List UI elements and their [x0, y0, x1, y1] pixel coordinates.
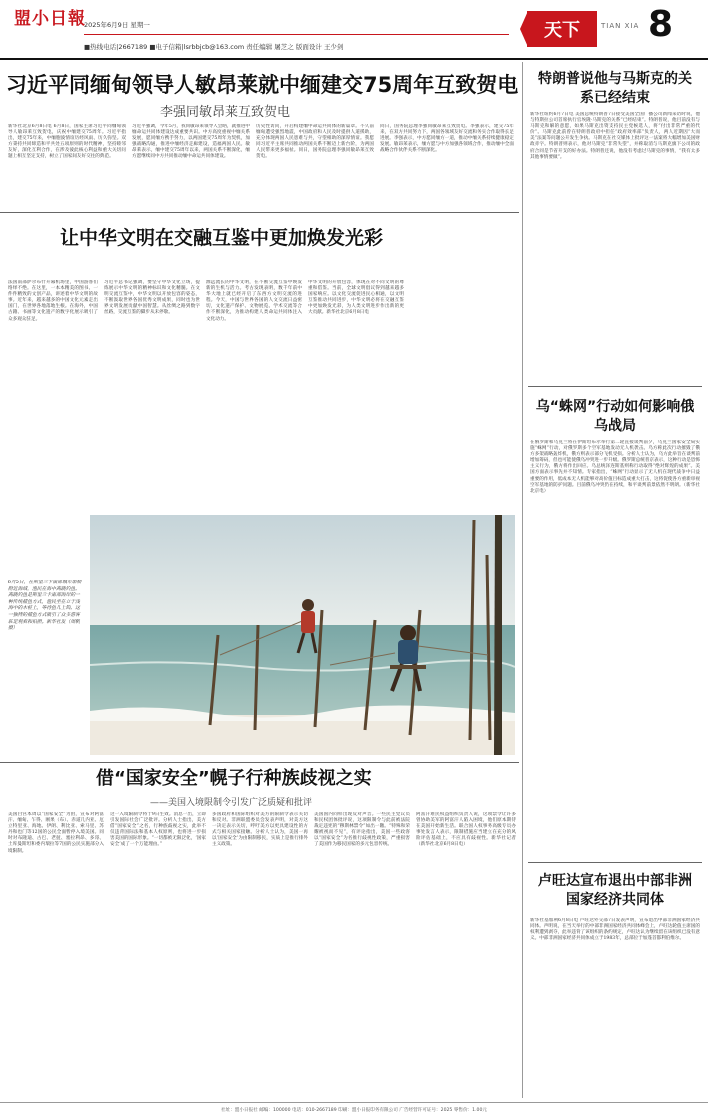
- rwanda-headline: 卢旺达宣布退出中部非洲国家经济共同体: [538, 873, 692, 908]
- section-pinyin: TIAN XIA: [601, 22, 640, 30]
- masthead: [0, 0, 708, 58]
- musk-body: 新华社纽约6月7日电 美国总统特朗普7日接受美国全国广播公司新闻采访时说，他与特斯拉公司首席执行官埃隆·马斯克的关系“已经结束”。特朗普说，他目前没有与马斯克和解的意愿，如果马斯克出资支持民主党候选人，将“付出非常严重的代价”。马斯克此前曾在特朗普政府中担任“政府效率部”负责人，两人近期因“大而美”法案等问题公开发生争执。马斯克在社交媒体上批评这一法案将大幅增加美国财政赤字。特朗普则表示，他对马斯克“非常失望”，并称取消与马斯克旗下公司的政府合同是节省开支的好办法。特朗普还说，他没有考虑过马斯克的事情，“我有太多其他事情要做”。: [530, 112, 700, 160]
- right-divider-1: [528, 386, 702, 387]
- lead-column-3: 历史性访问，开启构建缅中命运共同体的新篇章。不久前缅甸遭受强烈地震，中国政府和人民及时提供人道援助，充分体现两国人民患难与共，守望相助的深厚情谊。我愿同习近平主席共同推动两国关系不断迈上新台阶，为两国人民带来更多福祉。同日，国务院总理李强同敏昂莱互致贺电。: [256, 124, 374, 160]
- musk-headline: 特朗普说他与马斯克的关系已经结束: [538, 71, 692, 106]
- security-column-5: 阿富汗难民权益组织负责人说，这项禁令让许多曾协助美军的阿富汗人陷入困境，他们原本期待在美国开始新生活。联合国人权事务高级专员办事处发言人表示，限制措施应当建立在充分的风险评估基础上，不应具有歧视性。新华社记者（新华社北京6月8日电）: [416, 812, 516, 848]
- culture-headline: 让中华文明在交融互鉴中更加焕发光彩: [60, 227, 384, 249]
- lead-divider: [0, 212, 519, 213]
- lead-subheadline: 李强同敏昂莱互致贺电: [160, 105, 291, 120]
- issue-date: 2025年6月9日 星期一: [84, 21, 150, 29]
- lead-column-1: 新华社北京6月8日电 6月8日，国家主席习近平同缅甸领导人敏昂莱互致贺电，庆祝中缅建交75周年。习近平指出，建交75年来，中缅胞波情谊历经风雨、历久弥坚。双方秉持共同缔造和平共处五项原则的时代精神，坚持睦邻友好，深化互利合作，在涉及彼此核心利益和重大关切问题上相互坚定支持，树立了国家间友好交往的典范。: [8, 124, 126, 160]
- photo-caption: 6月5日，在斯里兰卡南部城市加勒附近海域，渔民在海中高跷钓鱼。高跷钓鱼是斯里兰卡南部海岸的一种传统捕鱼方式，渔民坐在立于浅海中的木桩上，等待鱼儿上钩。这一独特的捕鱼方式吸引了众多游客驻足观看和拍照。新华社发（周帆摄）: [8, 580, 82, 632]
- security-subheadline: ——美国入境限制令引发广泛质疑和批评: [150, 798, 313, 808]
- header-divider: [84, 34, 509, 35]
- lead-headline: 习近平同缅甸领导人敏昂莱就中缅建交75周年互致贺电: [6, 73, 519, 97]
- section-tab: 天下: [527, 11, 597, 47]
- stilt-fishermen-photo: [90, 515, 515, 755]
- culture-column-3: 源远流长的中华文明，在不断交流互鉴中焕发新的生机与活力。考古发现表明，数千年前中华大地上就已经开启了东西方文明交流的进程。今天，中国与世界各国的人文交流日益密切，文化遗产保护、文物展览、学术交流等合作不断深化，为推动构建人类命运共同体注入文化动力。: [206, 280, 302, 322]
- culture-column-2: 习近平总书记强调，要坚守中华文化立场，提炼展示中华文明的精神标识和文化精髓。在文明交流互鉴中，中华文明以开放包容的姿态，不断汲取世界各国优秀文明成果，同时也为世界文明发展贡献中国智慧。从丝绸之路到数字丝路，交流互鉴的脚步从未停歇。: [104, 280, 200, 316]
- newspaper-logo: 盟小日報: [14, 9, 86, 29]
- page-number: 8: [648, 4, 674, 45]
- right-column-divider: [522, 62, 523, 1098]
- security-headline: 借“国家安全”幌子行种族歧视之实: [96, 768, 372, 789]
- security-column-1: 美国白宫本周以“国家安全”为由，宣布对阿富汗、缅甸、乍得、刚果（布）、赤道几内亚、厄立特里亚、海地、伊朗、利比亚、索马里、苏丹和也门等12国的公民全面暂停入境美国。同时对布隆迪、古巴、老挝、塞拉利昂、多哥、土库曼斯坦和委内瑞拉等7国的公民实施部分入境限制。: [8, 812, 104, 854]
- rwanda-body: 新华社基加利6月8日电 卢旺达外交部7日发表声明，宣布退出中部非洲国家经济共同体。声明说，在当天举行的中部非洲国家经济共同体峰会上，卢旺达轮值主席国的权利遭到剥夺，此举违背了该组织的条约规定，卢旺达认为继续留在该组织已没有意义。中部非洲国家经济共同体成立于1983年，总部位于加蓬首都利伯维尔。: [530, 918, 700, 942]
- security-column-3: 多国政府和国际组织对美方的限制令表示关切和反对。非洲联盟委员会发表声明，对美方这一决定表示关切，呼吁美方以更具建设性的方式与相关国家接触。分析人士认为，美国一再以‘国家安全’为由限制移民，实质上是推行排外主义政策。: [212, 812, 308, 848]
- spiderweb-headline: 乌“蛛网”行动如何影响俄乌战局: [535, 399, 695, 434]
- culture-column-4: 中华文明的开放包容，体现在对不同文明的尊重和借鉴。当前，全球文明倡议得到越来越多国家响应。以文化交流促进民心相通，以文明互鉴推动共同进步，中华文明必将在交融互鉴中更加焕发光彩，为人类文明进步作出新的更大贡献。新华社北京6月8日电: [308, 280, 404, 316]
- lead-column-2: 习近平强调，今年5月，我同敏昂莱领导人会晤，就推进中缅命运共同体建设达成重要共识。中方高度重视中缅关系发展，愿同缅方携手努力，以两国建交75周年为契机，加强战略沟通，推进中缅经济走廊建设，造福两国人民。敏昂莱表示，缅中建交75周年以来，两国关系不断深化，缅方愿继续同中方共同推动缅中命运共同体建设。: [132, 124, 250, 160]
- page-footer: 社址：盟小日报社 邮编：100000 电话：010-2667189 印刷：盟小日报印务有限公司 广告经营许可证号：2025 零售价：1.00元: [0, 1102, 708, 1116]
- right-divider-2: [528, 862, 702, 863]
- lead-column-4: 同日，国务院总理李强同敏昂莱互致贺电。李强表示，建交75年来，在双方共同努力下，两国各领域友好交流和务实合作取得长足进展。李强表示，中方愿同缅方一道，推动中缅关系持续健康稳定发展。敏昂莱表示，缅方愿与中方加强各领域合作，推动缅中全面战略合作伙伴关系不断深化。: [380, 124, 514, 154]
- photo-divider: [0, 762, 519, 763]
- stilt-fishermen-image: [90, 515, 515, 755]
- spiderweb-body: 在俄罗斯和乌克兰将在伊斯坦布尔举行第二轮直接谈判前夕，乌克兰国家安全局实施“蛛网”行动，对俄罗斯多个空军基地发动无人机袭击。乌方称此次行动摧毁了俄方多架战略轰炸机，俄方则表示部分飞机受损。分析人士认为，乌方此举旨在谈判前增加筹码，但也可能使俄乌冲突进一步升级。俄罗斯总统普京表示，这种行动是恐怖主义行为，俄方将作出回应。乌总统泽连斯基则称行动取得“绝对辉煌的成果”。美国方面表示事先并不知情。专家指出，“蛛网”行动显示了无人机在现代战争中日益重要的作用，低成本无人机能够对高价值目标造成重大打击，这将促使各方重新审视空军基地的防护问题。目前俄乌冲突仍在持续，和平谈判前景依然不明朗。（新华社北京电）: [530, 440, 700, 494]
- top-rule: [0, 58, 708, 60]
- contact-info: ■热线电话|2667189 ■电子信箱|lsrbbjcb@163.com 责任编辑 屠芝之 版面设计 王少剑: [84, 43, 344, 51]
- culture-column-1: 法国南部萨尔布什开幕机场里，中国游客们络绎不绝。在这里，一本本精美的图书、一件件精致的文创产品，讲述着中华文明的故事。近年来，越来越多的中国文化元素走出国门，在世界各地落地生根。在海外，中国古籍、书画等文化遗产的数字化展示吸引了众多观众驻足。: [8, 280, 98, 322]
- security-column-2: 这一入境限制令将于9日生效。消息一出，立即引发国际社会广泛批评。分析人士指出，美方借“国家安全”之名，行种族歧视之实，此举不仅违背国际法和基本人权原则，也将进一步损害美国的国际形象。“一切都被无限泛化，‘国家安全’成了一个万能理由。”: [110, 812, 206, 848]
- security-column-4: 美国国内同样出现反对声音。一些民主党议员和民权团体批评说，这项限制令与此前被法院裁定违宪的“穆斯林禁令”如出一辙。“特殊和荣耀被视而不见”，有评论指出，美国一些政客以“国家安全”为名推行歧视性政策，严重损害了美国作为移民国家的多元包容传统。: [314, 812, 410, 848]
